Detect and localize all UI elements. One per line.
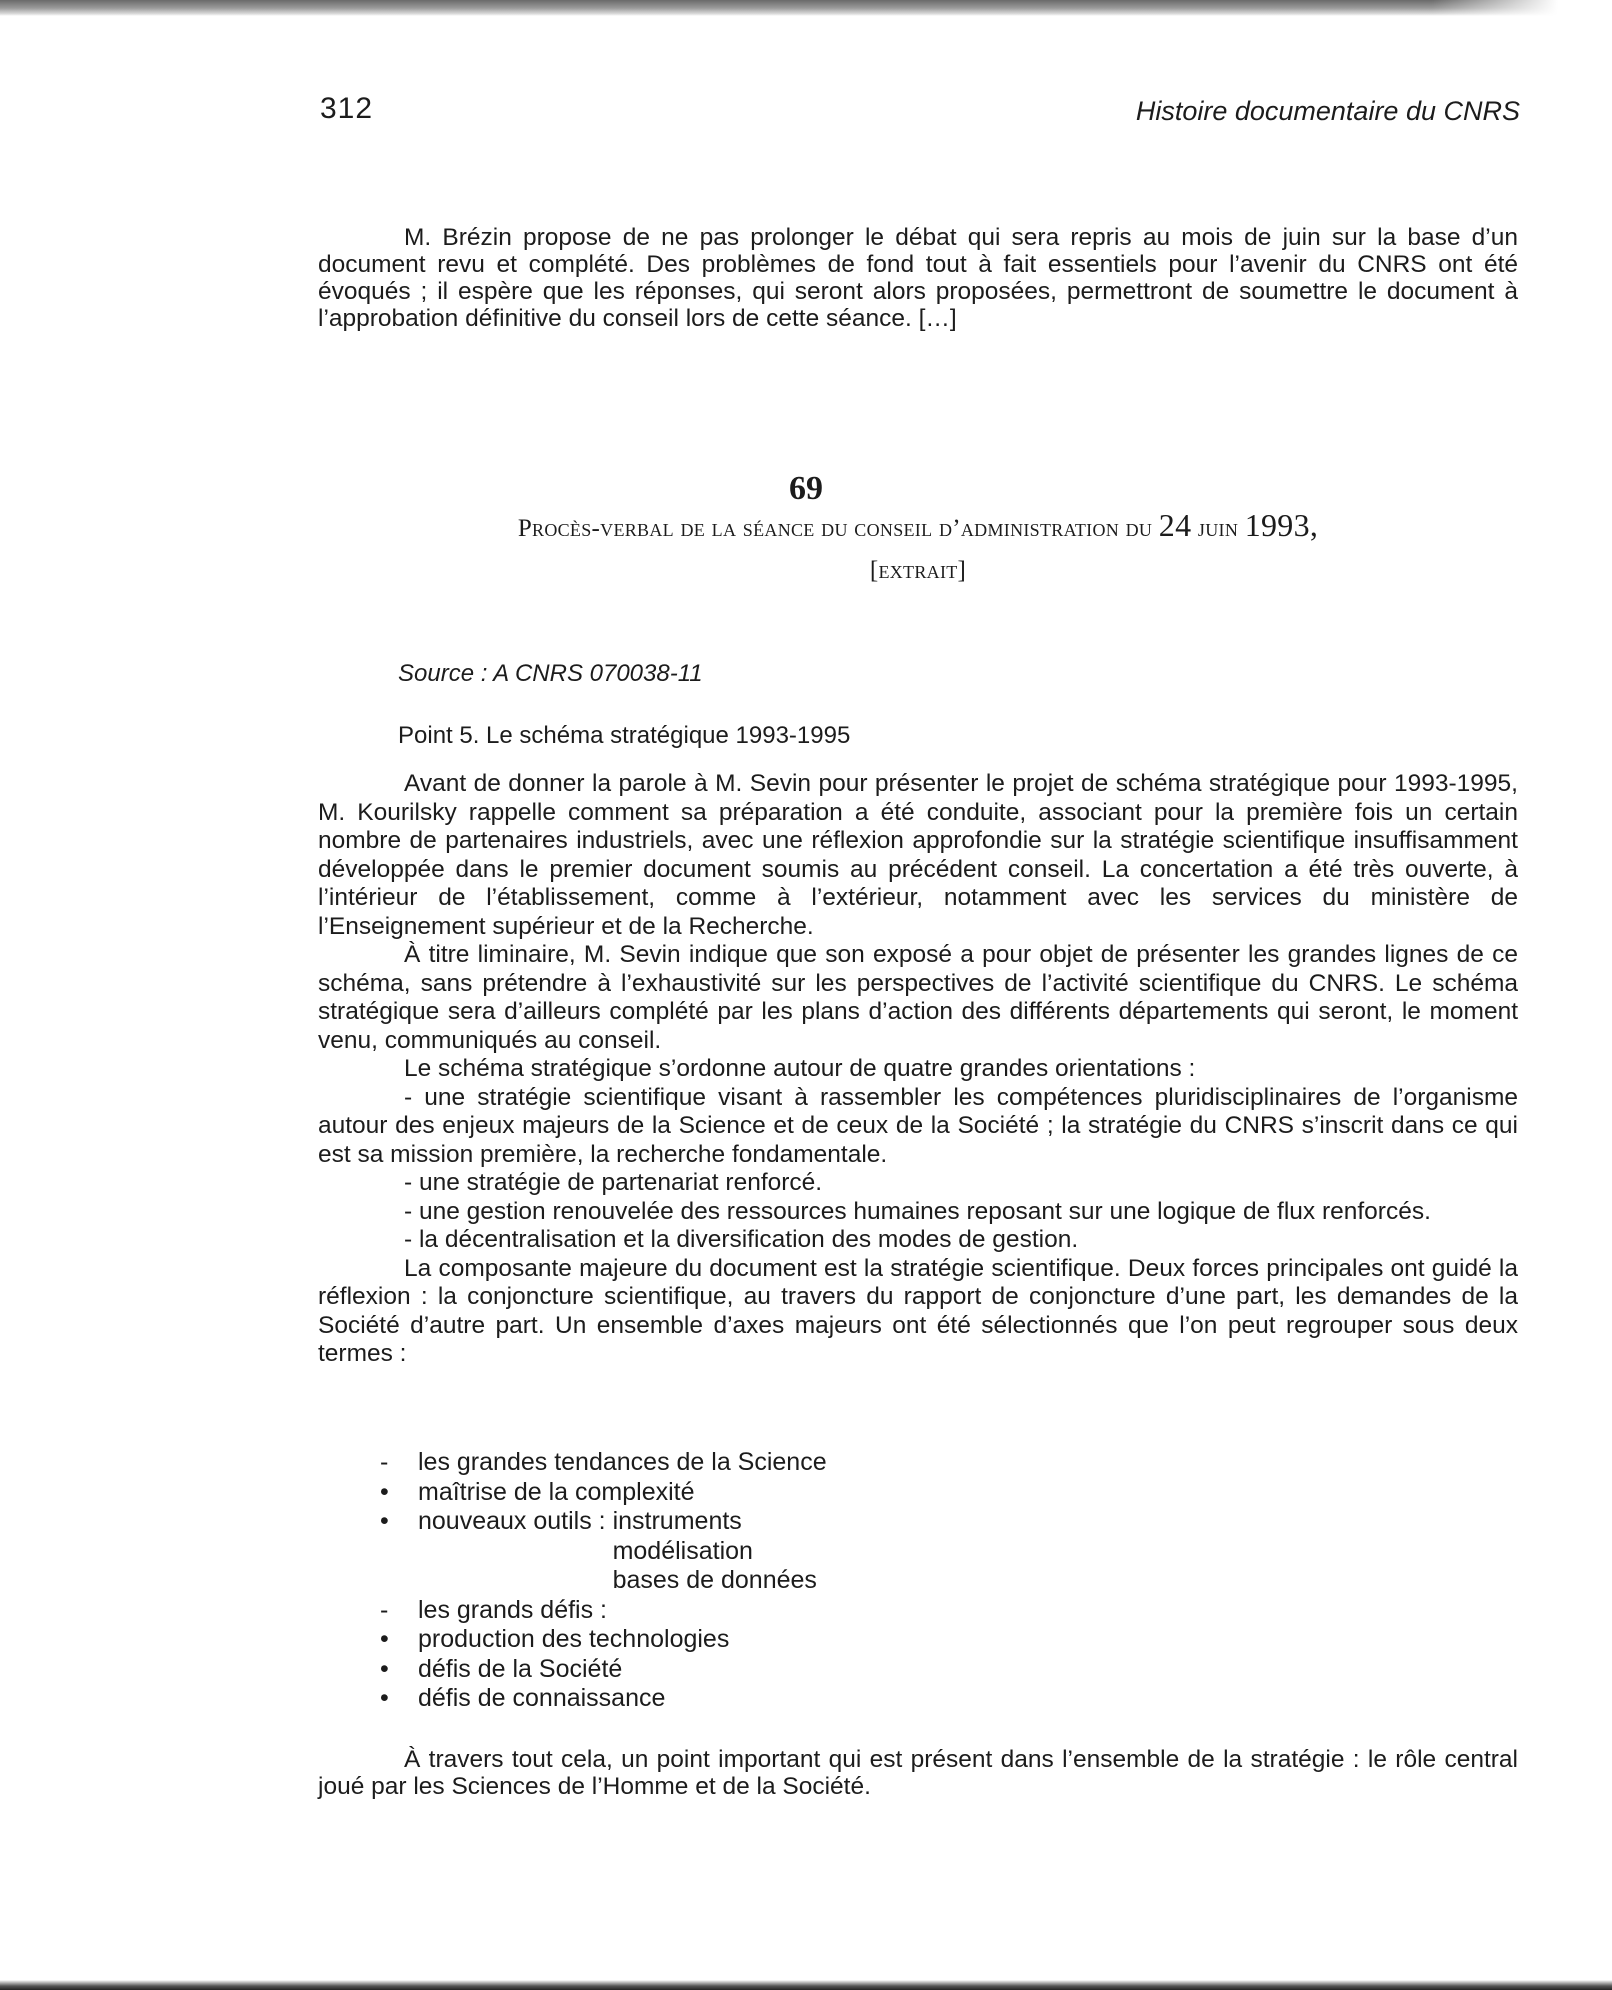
tools-list [613,1507,817,1596]
axes-item [380,1507,827,1596]
tool-item: modélisation [612,1536,753,1565]
scan-bottom-edge [0,1980,1612,1990]
axes-item [380,1625,827,1655]
point-heading: Point 5. Le schéma stratégique 1993-1995 [398,722,851,749]
bullet-icon: • [380,1684,389,1712]
axes-item [380,1478,827,1508]
dash-marker: - [380,1595,389,1624]
document-title-line2: [extrait] [869,557,967,584]
document-title-line1 [318,504,1518,550]
document-title [318,504,1518,592]
paragraph-1: Avant de donner la parole à M. Sevin pour présenter le projet de schéma stratégique pour 1993-1995, M. Kourilsky rappelle comment sa préparation a été conduite, associant pour la première fois un certain nombre de partenaires industriels, avec une réflexion approfondie sur la stratégie scientifique insuffisamment développée dans le premier document soumis au précédent conseil. La concertation a été très ouverte, à l’intérieur de l’établissement, comme à l’extérieur, notamment avec les services du ministère de l’Enseignement supérieur et de la Recherche. [318,770,1518,940]
bullet-icon: • [380,1507,389,1535]
axes-group-2 [380,1596,827,1626]
axes-item-label: production des technologies [418,1625,730,1653]
orientation-item: - une stratégie scientifique visant à rassembler les compétences pluridisciplinaires de l’organisme autour des enjeux majeurs de la Science et de ceux de la Société ; la stratégie du CNRS s’inscrit dans ce qui est sa mission première, la recherche fondamentale. [318,1083,1518,1168]
running-title: Histoire documentaire du CNRS [1135,96,1520,126]
orientation-item: - une stratégie de partenariat renforcé. [404,1169,823,1196]
orientation-item: - une gestion renouvelée des ressources humaines reposant sur une logique de flux renforcés. [404,1197,1431,1225]
axes-item-label: maîtrise de la complexité [418,1477,695,1506]
tool-item: bases de données [612,1566,817,1594]
bullet-icon: • [380,1654,389,1683]
axes-item [380,1655,827,1685]
axes-item-label: défis de connaissance [418,1684,666,1712]
tool-item: instruments [612,1507,742,1535]
document-number: 69 [789,470,823,507]
paragraph-2: À titre liminaire, M. Sevin indique que son exposé a pour objet de présenter les grandes lignes de ce schéma, sans prétendre à l’exhaustivité sur les perspectives de l’activité scientifique du CNRS. Le schéma stratégique sera d’ailleurs complété par les plans d’action des différents départements qui seront, le moment venu, communiqués au conseil. [318,941,1518,1054]
title-text-a: Procès-verbal de la séance du conseil d’administration du [517,515,1159,542]
paragraph-5: À travers tout cela, un point important qui est présent dans l’ensemble de la stratégie : le rôle central joué par les Sciences de l’Homme et de la Société. [318,1746,1518,1800]
axes-item [380,1684,827,1714]
title-year: 1993, [1244,507,1319,543]
body-text [318,770,1518,1369]
source-value: : A CNRS 070038-11 [474,660,703,687]
tools-label: nouveaux outils : [418,1507,613,1535]
axes-group-label: les grands défis : [418,1595,607,1624]
bullet-icon: • [380,1625,389,1653]
dash-marker: - [380,1448,389,1476]
paragraph-4: La composante majeure du document est la stratégie scientifique. Deux forces principales ont guidé la réflexion : la conjoncture scientifique, au travers du rapport de conjoncture d’une part, les demandes de la Société d’autre part. Un ensemble d’axes majeurs ont été sélectionnés que l’on peut regrouper sous deux termes : [318,1254,1518,1367]
axes-group-1 [380,1448,827,1478]
axes-group-label: les grandes tendances de la Science [418,1448,827,1476]
axes-item-label: défis de la Société [418,1654,623,1683]
scan-top-edge [0,0,1612,16]
orientation-item: - la décentralisation et la diversification des modes de gestion. [404,1226,1079,1253]
bullet-icon: • [380,1477,389,1506]
page-number: 312 [320,92,374,125]
title-text-b: juin [1191,515,1245,542]
source-label: Source [398,660,475,687]
paragraph-3: Le schéma stratégique s’ordonne autour de quatre grandes orientations : [404,1055,1196,1082]
source-line [398,660,703,688]
intro-paragraph: M. Brézin propose de ne pas prolonger le débat qui sera repris au mois de juin sur la base d’un document revu et complété. Des problèmes de fond tout à fait essentiels pour l’avenir du CNRS ont été évoqués ; il espère que les réponses, qui seront alors proposées, permettront de soumettre le document à l’approbation définitive du conseil lors de cette séance. […] [318,224,1518,332]
axes-list [380,1448,827,1714]
title-date: 24 [1158,507,1192,543]
